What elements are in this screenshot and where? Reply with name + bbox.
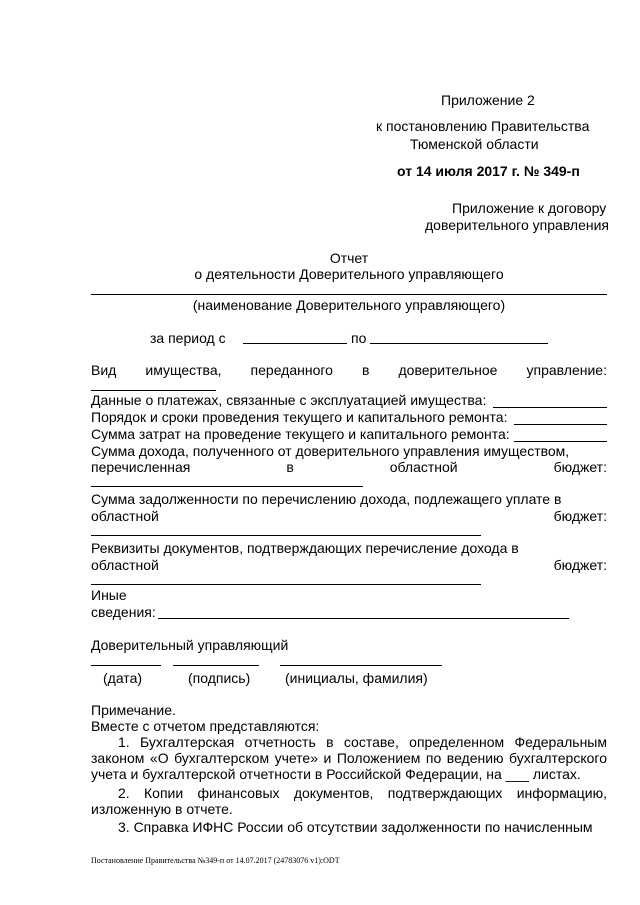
name-line: [280, 665, 442, 666]
debt-line: [91, 535, 481, 536]
debt-label-left: областной: [91, 508, 159, 524]
resolution-date-number: от 14 июля 2017 г. № 349-п: [397, 163, 580, 179]
income-word-2: в: [286, 459, 294, 475]
debt-label-right: бюджет:: [553, 508, 607, 524]
docs-line: [91, 584, 481, 585]
repair-order-line: [514, 424, 607, 425]
manager-name-line: [91, 294, 607, 295]
contract-appendix: Приложение к договору: [452, 200, 607, 216]
signature-label: Доверительный управляющий: [91, 637, 289, 653]
property-word-3: переданного: [250, 362, 333, 378]
income-word-3: областной: [389, 459, 458, 475]
docs-label-left: областной: [91, 557, 159, 573]
other-label: Иные: [91, 587, 127, 603]
docs-label: Реквизиты документов, подтверждающих перечисление дохода в: [91, 540, 519, 556]
debt-label: Сумма задолженности по перечислению дохода, подлежащего уплате в: [91, 491, 562, 507]
period-to-label: по: [351, 330, 367, 346]
income-label: Сумма дохода, полученного от доверительного управления имуществом,: [91, 443, 570, 459]
property-word-6: управление:: [526, 362, 607, 378]
date-line: [91, 665, 161, 666]
income-label-cont: [91, 459, 607, 475]
period-from-label: за период с: [150, 330, 226, 346]
to-resolution: к постановлению Правительства: [376, 118, 590, 134]
income-word-4: бюджет:: [553, 459, 607, 475]
payments-label: Данные о платежах, связанные с эксплуатацией имущества:: [91, 392, 487, 408]
report-title: Отчет: [329, 250, 369, 266]
note-intro: Вместе с отчетом представляются:: [91, 718, 320, 734]
note-item-2: 2. Копии финансовых документов, подтверждающих информацию, изложенную в отчете.: [91, 785, 607, 817]
appendix-number: Приложение 2: [441, 92, 535, 108]
period-from-line: [243, 343, 347, 344]
other-label-cont: сведения:: [91, 604, 156, 620]
note-item-3: 3. Справка ИФНС России об отсутствии задолженности по начисленным: [118, 819, 593, 835]
property-line: [91, 390, 216, 391]
income-word-1: перечисленная: [91, 459, 191, 475]
name-caption: (инициалы, фамилия): [285, 670, 428, 686]
report-subtitle: о деятельности Доверительного управляющего: [194, 266, 504, 282]
property-word-5: доверительное: [398, 362, 498, 378]
note-item-1: 1. Бухгалтерская отчетность в составе, определенном Федеральным законом «О бухгалтерском учете» и Положением по ведению бухгалтерского учета и бухгалтерской отчетности в Российской Федерации, на ___ листах.: [91, 734, 607, 782]
repair-order-label: Порядок и сроки проведения текущего и капитального ремонта:: [91, 409, 508, 425]
contract-type: доверительного управления: [425, 217, 610, 233]
repair-costs-label: Сумма затрат на проведение текущего и капитального ремонта:: [91, 426, 510, 442]
date-caption: (дата): [103, 670, 143, 686]
repair-costs-line: [514, 441, 607, 442]
property-label: [91, 362, 607, 378]
document-footer: Постановление Правительства №349-п от 14.07.2017 (24783076 v1):ODT: [91, 856, 340, 865]
region: Тюменской области: [410, 136, 539, 152]
manager-name-caption: (наименование Доверительного управляющего): [192, 297, 506, 313]
sign-caption: (подпись): [188, 670, 251, 686]
period-to-line: [370, 343, 548, 344]
docs-label-right: бюджет:: [553, 557, 607, 573]
sign-line: [173, 665, 259, 666]
other-line: [158, 618, 569, 619]
payments-line: [493, 407, 607, 408]
note-title: Примечание.: [91, 702, 176, 718]
property-word-2: имущества,: [145, 362, 222, 378]
income-line: [91, 486, 363, 487]
property-word-4: в: [362, 362, 370, 378]
property-word-1: Вид: [91, 362, 117, 378]
